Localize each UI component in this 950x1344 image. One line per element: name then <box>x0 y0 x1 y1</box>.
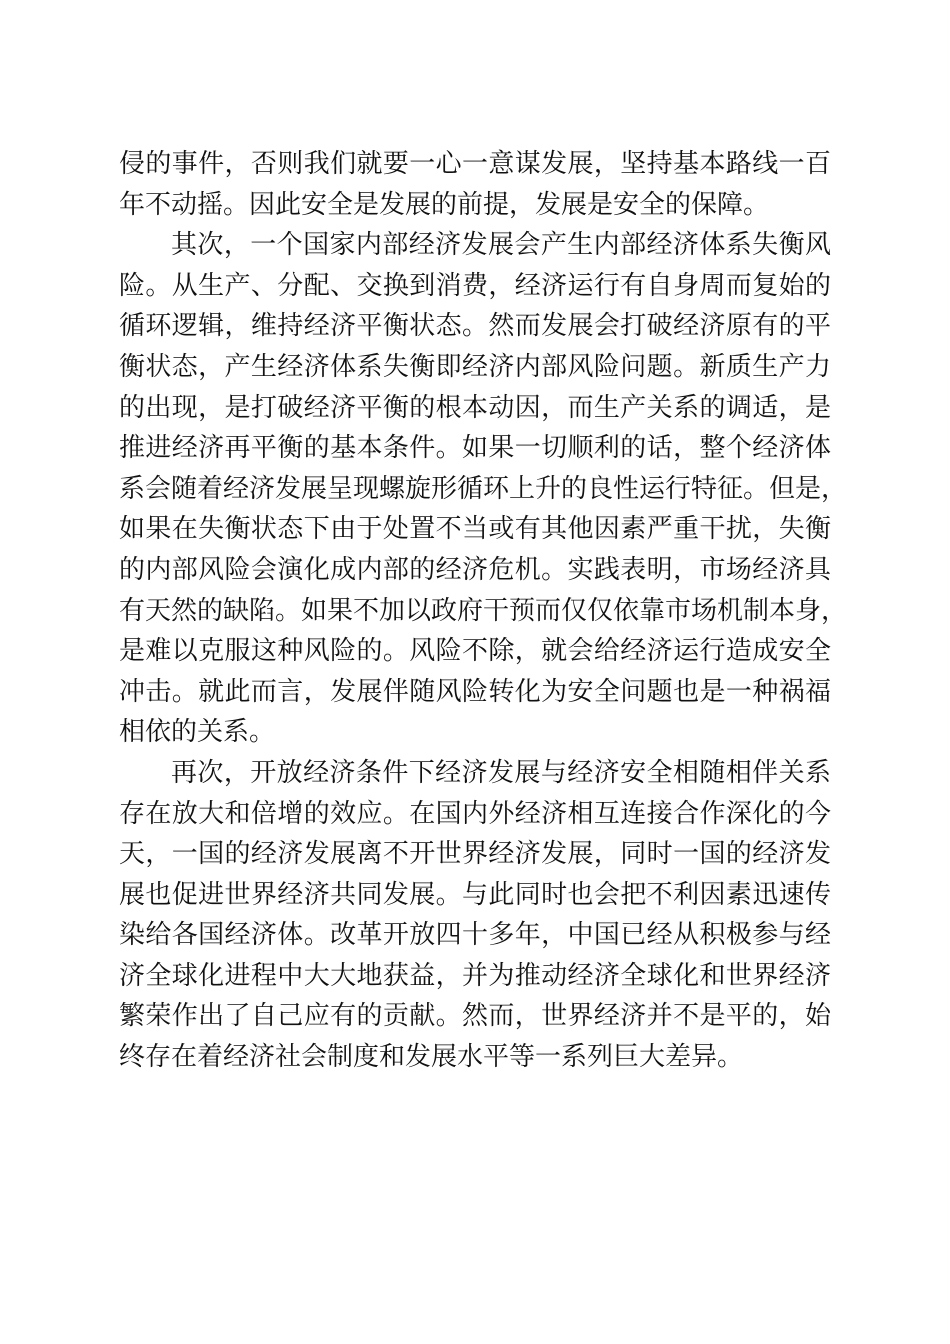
paragraph-2-line-5: 的出现，是打破经济平衡的根本动因，而生产关系的调适，是 <box>119 392 831 423</box>
paragraph-3-line-5: 染给各国经济体。改革开放四十多年，中国已经从积极参与经 <box>119 920 831 951</box>
paragraph-3-line-2: 存在放大和倍增的效应。在国内外经济相互连接合作深化的今 <box>119 798 831 829</box>
body-text <box>119 144 848 1078</box>
paragraph-3-line-4: 展也促进世界经济共同发展。与此同时也会把不利因素迅速传 <box>119 879 831 910</box>
paragraph-3-line-1: 再次，开放经济条件下经济发展与经济安全相随相伴关系 <box>171 757 831 788</box>
paragraph-2-line-12: 冲击。就此而言，发展伴随风险转化为安全问题也是一种祸福 <box>119 676 831 707</box>
paragraph-2-line-3: 循环逻辑，维持经济平衡状态。然而发展会打破经济原有的平 <box>119 311 831 342</box>
paragraph-2-line-13: 相依的关系。 <box>119 717 276 748</box>
paragraph-2-line-6: 推进经济再平衡的基本条件。如果一切顺利的话，整个经济体 <box>119 433 831 464</box>
paragraph-1-line-2: 年不动摇。因此安全是发展的前提，发展是安全的保障。 <box>119 189 770 220</box>
paragraph-2-line-10: 有天然的缺陷。如果不加以政府干预而仅仅依靠市场机制本身， <box>119 595 848 626</box>
paragraph-3-line-8: 终存在着经济社会制度和发展水平等一系列巨大差异。 <box>119 1042 744 1073</box>
paragraph-3-line-3: 天，一国的经济发展离不开世界经济发展，同时一国的经济发 <box>119 839 831 870</box>
paragraph-1-line-1: 侵的事件，否则我们就要一心一意谋发展，坚持基本路线一百 <box>119 149 831 179</box>
paragraph-2-line-11: 是难以克服这种风险的。风险不除，就会给经济运行造成安全 <box>119 636 831 667</box>
paragraph-2-line-2: 险。从生产、分配、交换到消费，经济运行有自身周而复始的 <box>119 270 831 301</box>
paragraph-2-line-9: 的内部风险会演化成内部的经济危机。实践表明，市场经济具 <box>119 554 831 585</box>
paragraph-2-line-7: 系会随着经济发展呈现螺旋形循环上升的良性运行特征。但是， <box>119 473 848 504</box>
paragraph-2-line-8: 如果在失衡状态下由于处置不当或有其他因素严重干扰，失衡 <box>119 514 831 545</box>
paragraph-2-line-4: 衡状态，产生经济体系失衡即经济内部风险问题。新质生产力 <box>119 351 831 382</box>
paragraph-3-line-6: 济全球化进程中大大地获益，并为推动经济全球化和世界经济 <box>119 960 831 991</box>
paragraph-2-line-1: 其次，一个国家内部经济发展会产生内部经济体系失衡风 <box>171 230 831 261</box>
paragraph-3-line-7: 繁荣作出了自己应有的贡献。然而，世界经济并不是平的，始 <box>119 1001 831 1032</box>
